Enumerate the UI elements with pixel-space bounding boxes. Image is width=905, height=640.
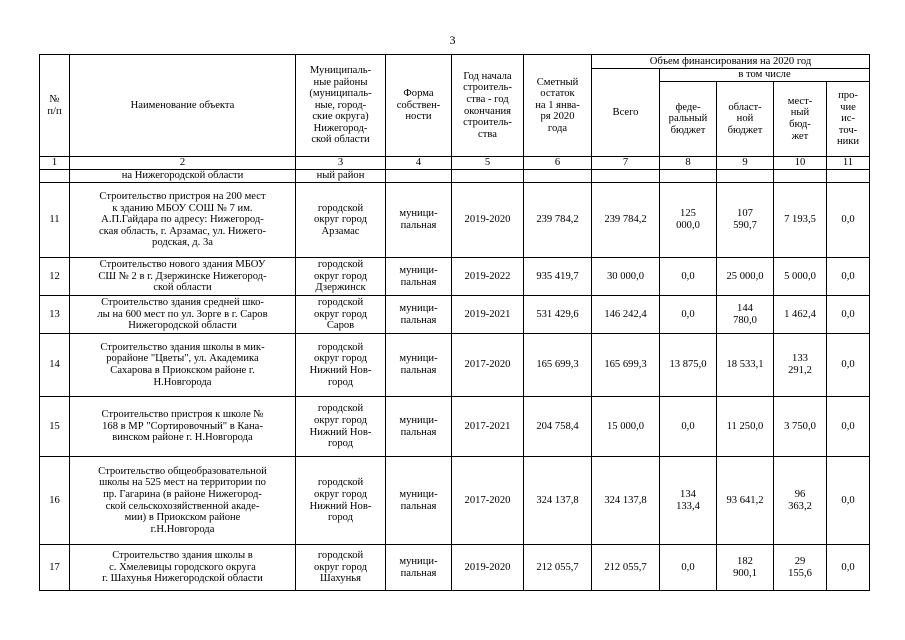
row-federal: 0,0 bbox=[660, 397, 717, 457]
row-district: городской округ город Нижний Нов- город bbox=[296, 457, 386, 545]
row-regional: 25 000,0 bbox=[717, 258, 774, 296]
row-num: 12 bbox=[40, 258, 70, 296]
index-cell: 3 bbox=[296, 157, 386, 170]
header-name: Наименование объекта bbox=[70, 55, 296, 157]
table-header bbox=[40, 55, 870, 157]
row-total: 212 055,7 bbox=[592, 545, 660, 591]
page-number: 3 bbox=[449, 33, 456, 47]
row-ownership: муници- пальная bbox=[386, 545, 452, 591]
index-cell: 5 bbox=[452, 157, 524, 170]
row-district: городской округ город Нижний Нов- город bbox=[296, 334, 386, 397]
header-years: Год начала строитель- ства - год окончания строитель- ства bbox=[452, 55, 524, 157]
row-name: Строительство пристроя к школе № 168 в МР "Сортировочный" в Кана- винском районе г. Н.Новгорода bbox=[70, 397, 296, 457]
table-row bbox=[40, 457, 870, 545]
header-num: № п/п bbox=[40, 55, 70, 157]
index-cell: 10 bbox=[774, 157, 827, 170]
row-other: 0,0 bbox=[827, 258, 870, 296]
row-ownership: муници- пальная bbox=[386, 258, 452, 296]
row-local: 3 750,0 bbox=[774, 397, 827, 457]
row-regional: 93 641,2 bbox=[717, 457, 774, 545]
index-cell: 8 bbox=[660, 157, 717, 170]
continuation-row bbox=[40, 170, 870, 183]
row-num: 16 bbox=[40, 457, 70, 545]
row-name: Строительство пристроя на 200 мест к зданию МБОУ СОШ № 7 им. А.П.Гайдара по адресу: Нижегород- ская область, г. Арзамас, ул. Нижего- родская, д. 3а bbox=[70, 183, 296, 258]
header-federal: феде- ральный бюджет bbox=[660, 82, 717, 157]
header-other: про- чие ис- точ- ники bbox=[827, 82, 870, 157]
row-ownership: муници- пальная bbox=[386, 296, 452, 334]
row-local: 7 193,5 bbox=[774, 183, 827, 258]
row-years: 2017-2021 bbox=[452, 397, 524, 457]
row-federal: 125 000,0 bbox=[660, 183, 717, 258]
index-cell: 9 bbox=[717, 157, 774, 170]
row-estimate: 935 419,7 bbox=[524, 258, 592, 296]
header-estimate: Сметный остаток на 1 янва- ря 2020 года bbox=[524, 55, 592, 157]
header-including: в том числе bbox=[660, 69, 870, 82]
table-row bbox=[40, 334, 870, 397]
table-row bbox=[40, 296, 870, 334]
row-name: Строительство общеобразовательной школы на 525 мест на территории по пр. Гагарина (в районе Нижегород- ской сельскохозяйственной акаде- мии) в Приокском районе г.Н.Новгорода bbox=[70, 457, 296, 545]
row-total: 30 000,0 bbox=[592, 258, 660, 296]
row-total: 15 000,0 bbox=[592, 397, 660, 457]
table-row bbox=[40, 545, 870, 591]
row-years: 2017-2020 bbox=[452, 457, 524, 545]
row-regional: 107 590,7 bbox=[717, 183, 774, 258]
row-federal: 13 875,0 bbox=[660, 334, 717, 397]
header-funding: Объем финансирования на 2020 год bbox=[592, 55, 870, 69]
table-row bbox=[40, 258, 870, 296]
row-estimate: 531 429,6 bbox=[524, 296, 592, 334]
row-local: 133 291,2 bbox=[774, 334, 827, 397]
row-num: 11 bbox=[40, 183, 70, 258]
row-local: 1 462,4 bbox=[774, 296, 827, 334]
row-local: 96 363,2 bbox=[774, 457, 827, 545]
table-row bbox=[40, 397, 870, 457]
row-other: 0,0 bbox=[827, 457, 870, 545]
row-ownership: муници- пальная bbox=[386, 334, 452, 397]
row-estimate: 324 137,8 bbox=[524, 457, 592, 545]
row-regional: 144 780,0 bbox=[717, 296, 774, 334]
continuation-name: на Нижегородской области bbox=[70, 170, 296, 183]
row-total: 239 784,2 bbox=[592, 183, 660, 258]
row-estimate: 165 699,3 bbox=[524, 334, 592, 397]
row-total: 165 699,3 bbox=[592, 334, 660, 397]
row-federal: 134 133,4 bbox=[660, 457, 717, 545]
row-estimate: 212 055,7 bbox=[524, 545, 592, 591]
index-cell: 11 bbox=[827, 157, 870, 170]
row-years: 2019-2022 bbox=[452, 258, 524, 296]
row-name: Строительство здания школы в с. Хмелевицы городского округа г. Шахунья Нижегородской области bbox=[70, 545, 296, 591]
table-body bbox=[40, 170, 870, 591]
row-ownership: муници- пальная bbox=[386, 183, 452, 258]
row-estimate: 239 784,2 bbox=[524, 183, 592, 258]
row-name: Строительство здания школы в мик- рорайоне "Цветы", ул. Академика Сахарова в Приокском районе г. Н.Новгорода bbox=[70, 334, 296, 397]
row-regional: 182 900,1 bbox=[717, 545, 774, 591]
row-years: 2017-2020 bbox=[452, 334, 524, 397]
row-ownership: муници- пальная bbox=[386, 397, 452, 457]
row-district: городской округ город Саров bbox=[296, 296, 386, 334]
row-years: 2019-2020 bbox=[452, 183, 524, 258]
row-other: 0,0 bbox=[827, 334, 870, 397]
row-name: Строительство нового здания МБОУ СШ № 2 в г. Дзержинске Нижегород- ской области bbox=[70, 258, 296, 296]
row-other: 0,0 bbox=[827, 397, 870, 457]
header-total: Всего bbox=[592, 69, 660, 157]
row-num: 13 bbox=[40, 296, 70, 334]
row-ownership: муници- пальная bbox=[386, 457, 452, 545]
row-district: городской округ город Арзамас bbox=[296, 183, 386, 258]
row-federal: 0,0 bbox=[660, 258, 717, 296]
index-cell: 6 bbox=[524, 157, 592, 170]
row-regional: 18 533,1 bbox=[717, 334, 774, 397]
row-other: 0,0 bbox=[827, 545, 870, 591]
row-federal: 0,0 bbox=[660, 296, 717, 334]
row-local: 5 000,0 bbox=[774, 258, 827, 296]
header-ownership: Форма собствен- ности bbox=[386, 55, 452, 157]
header-regional: област- ной бюджет bbox=[717, 82, 774, 157]
index-row bbox=[40, 157, 870, 170]
index-cell: 7 bbox=[592, 157, 660, 170]
continuation-district: ный район bbox=[296, 170, 386, 183]
header-district: Муниципаль- ные районы (муниципаль- ные, город- ские округа) Нижегород- ской области bbox=[296, 55, 386, 157]
row-num: 17 bbox=[40, 545, 70, 591]
row-years: 2019-2021 bbox=[452, 296, 524, 334]
row-num: 14 bbox=[40, 334, 70, 397]
row-total: 146 242,4 bbox=[592, 296, 660, 334]
index-cell: 1 bbox=[40, 157, 70, 170]
index-cell: 2 bbox=[70, 157, 296, 170]
row-federal: 0,0 bbox=[660, 545, 717, 591]
row-num: 15 bbox=[40, 397, 70, 457]
row-name: Строительство здания средней шко- лы на 600 мест по ул. Зорге в г. Саров Нижегородской области bbox=[70, 296, 296, 334]
index-cell: 4 bbox=[386, 157, 452, 170]
table-row bbox=[40, 183, 870, 258]
row-district: городской округ город Дзержинск bbox=[296, 258, 386, 296]
row-years: 2019-2020 bbox=[452, 545, 524, 591]
row-district: городской округ город Шахунья bbox=[296, 545, 386, 591]
row-regional: 11 250,0 bbox=[717, 397, 774, 457]
financing-table bbox=[39, 54, 870, 591]
row-total: 324 137,8 bbox=[592, 457, 660, 545]
header-local: мест- ный бюд- жет bbox=[774, 82, 827, 157]
row-district: городской округ город Нижний Нов- город bbox=[296, 397, 386, 457]
row-local: 29 155,6 bbox=[774, 545, 827, 591]
row-other: 0,0 bbox=[827, 183, 870, 258]
row-other: 0,0 bbox=[827, 296, 870, 334]
row-estimate: 204 758,4 bbox=[524, 397, 592, 457]
